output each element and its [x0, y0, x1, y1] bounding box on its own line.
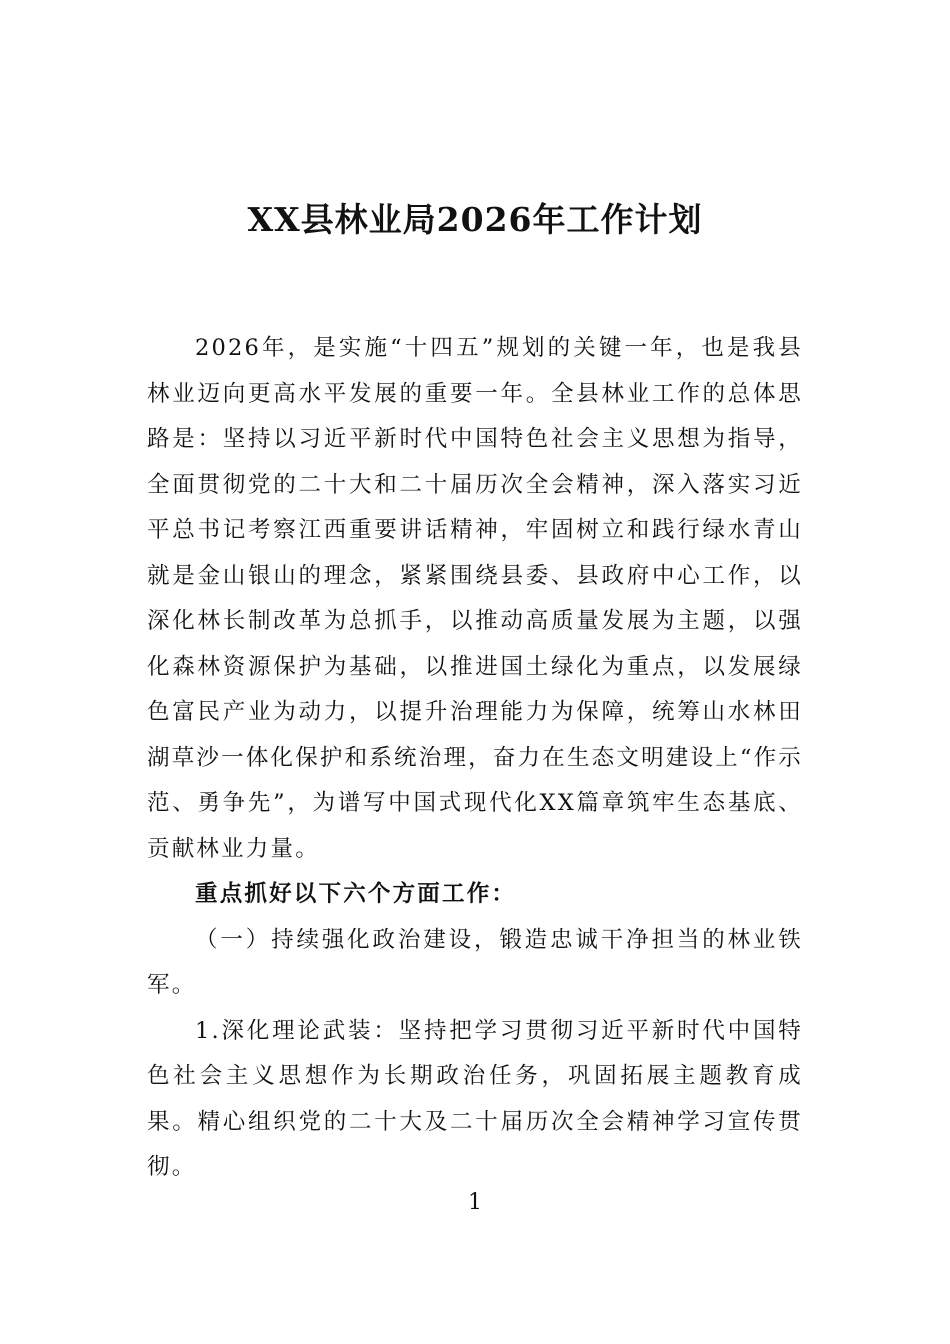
item-paragraph-1: 1.深化理论武装：坚持把学习贯彻习近平新时代中国特色社会主义思想作为长期政治任务，巩固拓展主题教育成果。精心组织党的二十大及二十届历次全会精神学习宣传贯彻。 — [147, 1017, 803, 1180]
document-title: XX县林业局2026年工作计划 — [247, 200, 703, 239]
document-body — [147, 326, 803, 1191]
lead-paragraph: 重点抓好以下六个方面工作： — [195, 881, 517, 907]
page-number: 1 — [468, 1190, 482, 1215]
intro-paragraph: 2026年，是实施“十四五”规划的关键一年，也是我县林业迈向更高水平发展的重要一年。全县林业工作的总体思路是：坚持以习近平新时代中国特色社会主义思想为指导，全面贯彻党的二十大和二十届历次全会精神，深入落实习近平总书记考察江西重要讲话精神，牢固树立和践行绿水青山就是金山银山的理念，紧紧围绕县委、县政府中心工作，以深化林长制改革为总抓手，以推动高质量发展为主题，以强化森林资源保护为基础，以推进国土绿化为重点，以发展绿色富民产业为动力，以提升治理能力为保障，统筹山水林田湖草沙一体化保护和系统治理，奋力在生态文明建设上“作示范、勇争先”，为谱写中国式现代化XX篇章筑牢生态基底、贡献林业力量。 — [147, 335, 803, 862]
section-heading-1: （一）持续强化政治建设，锻造忠诚干净担当的林业铁军。 — [147, 926, 803, 998]
